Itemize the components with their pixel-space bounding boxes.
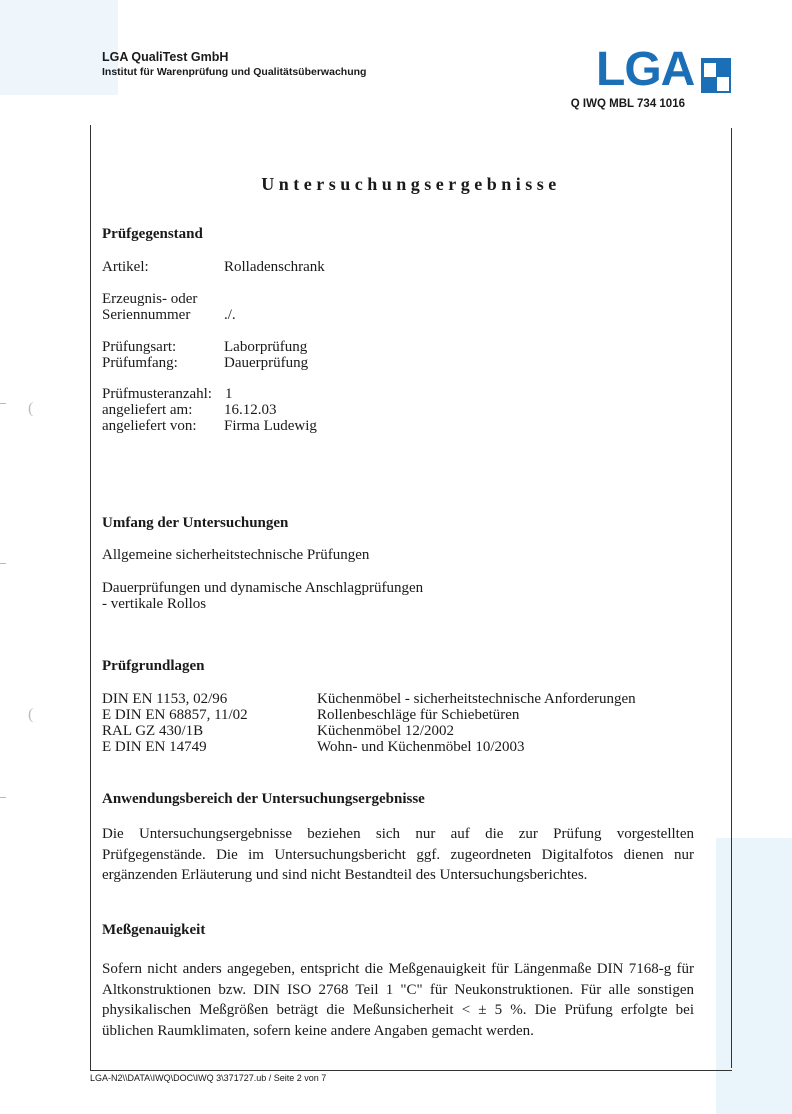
section-heading-umfang: Umfang der Untersuchungen [102, 515, 289, 531]
document-number: Q IWQ MBL 734 1016 [570, 98, 685, 110]
page-title: Untersuchungsergebnisse [261, 174, 561, 194]
margin-mark [0, 403, 6, 404]
artikel-label: Artikel: [102, 259, 149, 275]
section-heading-pruefgegenstand: Prüfgegenstand [102, 226, 203, 242]
company-name: LGA QualiTest GmbH [102, 50, 229, 64]
norm-desc: Wohn- und Küchenmöbel 10/2003 [317, 739, 525, 755]
erzeugnis-label-2: Seriennummer [102, 307, 191, 323]
margin-punch-mark: ( [28, 706, 34, 723]
artikel-value: Rolladenschrank [224, 259, 325, 275]
norm-desc: Küchenmöbel - sicherheitstechnische Anforderungen [317, 691, 636, 707]
muster-label: Prüfmusteranzahl: [102, 386, 212, 402]
company-header [102, 50, 366, 78]
geliefert-von-value: Firma Ludewig [224, 418, 317, 434]
margin-mark [0, 797, 6, 798]
norm-row: E DIN EN 14749 [102, 739, 207, 755]
umfang-line-1: Allgemeine sicherheitstechnische Prüfungen [102, 547, 370, 563]
footer-path: LGA-N2\\DATA\IWQ\DOC\IWQ 3\371727.ub / Seite 2 von 7 [90, 1073, 327, 1083]
frame-right-line [731, 128, 732, 1068]
pruefungsart-value: Laborprüfung [224, 339, 308, 355]
norm-row: RAL GZ 430/1B [102, 723, 204, 739]
geliefert-am-value: 16.12.03 [224, 402, 277, 418]
margin-punch-mark: ( [28, 400, 34, 417]
norm-row: DIN EN 1153, 02/96 [102, 691, 228, 707]
section-heading-grundlagen: Prüfgrundlagen [102, 658, 205, 674]
umfang-line-3: - vertikale Rollos [102, 596, 207, 612]
pruefumfang-value: Dauerprüfung [224, 355, 309, 371]
frame-left-line [90, 125, 91, 1070]
pruefumfang-label: Prüfumfang: [102, 355, 178, 371]
company-subtitle: Institut für Warenprüfung und Qualitätsüberwachung [102, 66, 367, 78]
erzeugnis-label-1: Erzeugnis- oder [102, 291, 198, 307]
norm-desc: Rollenbeschläge für Schiebetüren [317, 707, 520, 723]
messgenauigkeit-paragraph: Sofern nicht anders angegeben, entspricht die Meßgenauigkeit für Längenmaße DIN 7168-g für Altkonstruktionen bzw. DIN ISO 2768 Teil 1 "C" für Neukonstruktionen. Für alle sonstigen physikalischen Meßgrößen beträgt die Meßunsicherheit < ± 5 %. Die Prüfung erfolgte bei üblichen Raumklimaten, sofern keine andere Angaben gemacht werden. [102, 961, 694, 1039]
norm-desc: Küchenmöbel 12/2002 [317, 723, 455, 739]
watermark-block-top [0, 0, 118, 95]
pruefungsart-label: Prüfungsart: [102, 339, 177, 355]
geliefert-am-label: angeliefert am: [102, 402, 193, 418]
geliefert-von-label: angeliefert von: [102, 418, 197, 434]
muster-value: 1 [225, 386, 233, 402]
lga-logo-text: LGA [596, 43, 695, 96]
norm-row: E DIN EN 68857, 11/02 [102, 707, 248, 723]
lga-logo-mark [701, 58, 731, 93]
section-heading-anwendung: Anwendungsbereich der Untersuchungsergebnisse [102, 791, 425, 807]
margin-mark [0, 563, 6, 564]
erzeugnis-value: ./. [224, 307, 236, 323]
anwendung-paragraph: Die Untersuchungsergebnisse beziehen sich nur auf die zur Prüfung vorgestellten Prüfgegenstände. Die im Untersuchungsbericht ggf. zugeordneten Digitalfotos dienen nur ergänzenden Erläuterung und sind nicht Bestandteil des Untersuchungsberichtes. [102, 826, 694, 883]
watermark-block-bottom [716, 838, 792, 1114]
umfang-line-2: Dauerprüfungen und dynamische Anschlagprüfungen [102, 580, 424, 596]
frame-bottom-line [90, 1070, 732, 1071]
section-heading-messgenauigkeit: Meßgenauigkeit [102, 922, 206, 938]
